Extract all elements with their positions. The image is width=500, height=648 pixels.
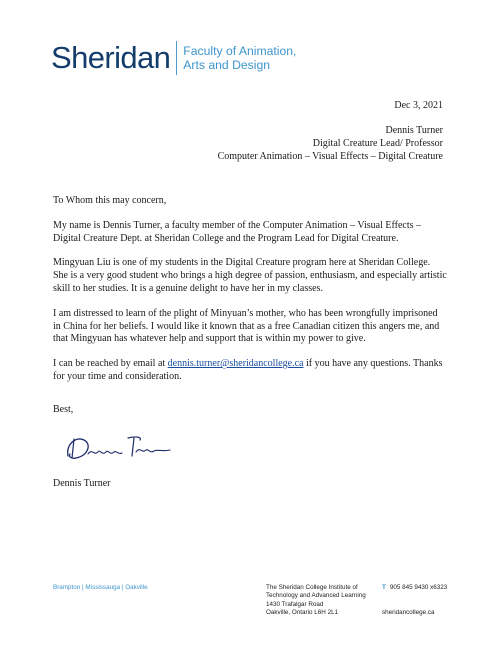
paragraph-2: Mingyuan Liu is one of my students in the Digital Creature program here at Sheridan College. She is a very good student who brings a high degree of passion, enthusiasm, and especially artistic skill to her studies. It is a genuine delight to have her in my classes. [53,257,447,294]
closing: Best, [53,404,74,415]
address-line-3: 1430 Trafalgar Road [266,600,324,608]
handwritten-signature [62,430,174,466]
logo-faculty-name [183,44,296,72]
paragraph-1: My name is Dennis Turner, a faculty member of the Computer Animation – Visual Effects – Digital Creature Dept. at Sheridan College and the Program Lead for Digital Creature. [53,219,422,244]
paragraph-3: I am distressed to learn of the plight of Minyuan’s mother, who has been wrongfully imprisoned in China for her beliefs. I would like it known that as a free Canadian citizen this angers me, and that Mingyuan has whatever help and support that is within my power to give. [53,307,440,345]
footer-contact [382,584,447,618]
sender-title: Digital Creature Lead/ Professor [312,138,443,149]
address-line-4: Oakville, Ontario L6H 2L1 [266,609,339,617]
address-line-1: The Sheridan College Institute of [266,584,358,591]
phone-number: 905 845 9430 x6323 [389,584,448,591]
letter-date: Dec 3, 2021 [394,100,443,111]
phone-label: T [382,584,386,591]
footer-campuses: Brampton | Mississauga | Oakville [53,584,148,591]
sender-program: Computer Animation – Visual Effects – Digital Creature [217,151,443,162]
website-link[interactable]: sheridancollege.ca [382,609,435,617]
letter-body [53,195,447,396]
email-link[interactable]: dennis.turner@sheridancollege.ca [167,358,304,370]
salutation: To Whom this may concern, [53,195,167,206]
footer-address [266,584,366,618]
signer-name: Dennis Turner [53,478,111,489]
logo-wordmark: Sheridan [51,40,171,75]
contact-text-before: I can be reached by email at [53,358,168,370]
sheridan-logo [51,40,296,76]
address-line-2: Technology and Advanced Learning [266,592,366,600]
paragraph-4 [53,358,447,384]
sender-block [218,124,443,163]
logo-divider [176,41,177,75]
faculty-line-1: Faculty of Animation, [183,44,297,58]
sender-name: Dennis Turner [385,125,443,136]
contact-text-after: if you have any questions. Thanks for your time and consideration. [53,358,443,382]
faculty-line-2: Arts and Design [183,58,271,72]
phone-row [382,584,447,592]
